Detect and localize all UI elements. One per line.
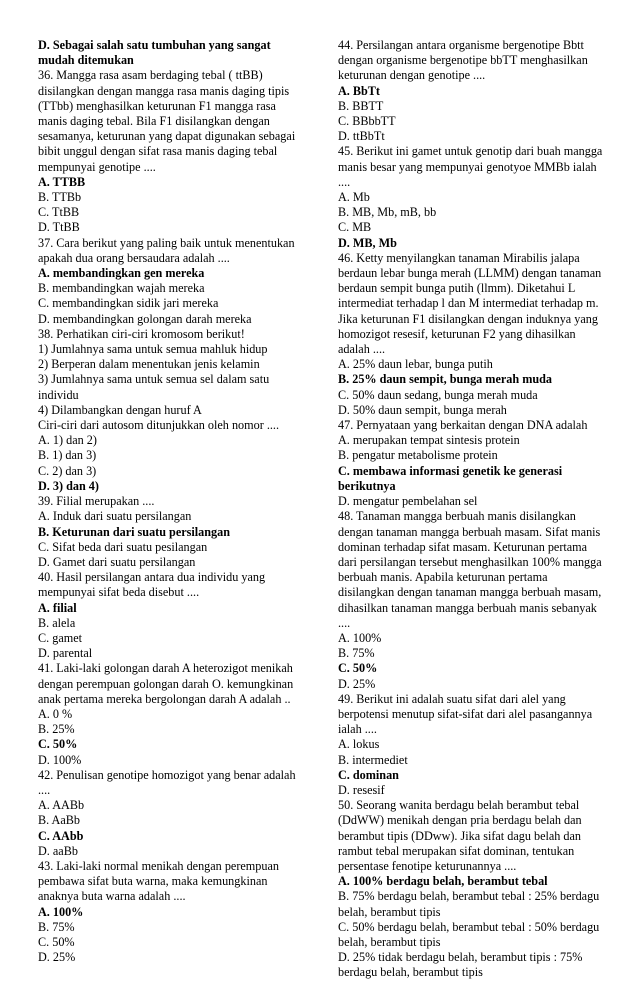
text-line: A. AABb (38, 798, 85, 813)
text-line: B. TTBb (38, 190, 82, 205)
text-line: 50. Seorang wanita berdagu belah berambut tebal (DdWW) menikah dengan pria berdagu belah dan berambut tipis (DDww). Jika sifat dagu belah dan rambut tebal merupakan sifat dominan, tentukan persentase fenotipe keturunannya .... (338, 798, 582, 873)
text-line: D. mengatur pembelahan sel (338, 494, 478, 509)
text-line: 36. Mangga rasa asam berdaging tebal ( ttBB) disilangkan dengan mangga rasa manis daging tipis (TTbb) menghasilkan keturunan F1 mangga rasa manis daging tebal. Bila F1 disilangkan dengan sesamanya, keturunan yang dapat digunakan sebagai bibit unggul dengan sifat rasa manis daging tebal mempunyai genotipe .... (38, 68, 296, 174)
answer-key-line: B. Keturunan dari suatu persilangan (38, 524, 230, 539)
text-line: 41. Laki-laki golongan darah A heterozigot menikah dengan perempuan golongan darah O. kemungkinan anak pertama mereka bergolongan darah A adalah .. (38, 661, 294, 706)
text-line: D. aaBb (38, 843, 78, 858)
answer-key-line: C. 50% (338, 661, 378, 676)
text-line: B. 1) dan 3) (38, 448, 97, 463)
text-line: B. MB, Mb, mB, bb (338, 205, 437, 220)
answer-key-line: B. 25% daun sempit, bunga merah muda (338, 372, 553, 387)
text-line: B. 75% (38, 919, 75, 934)
text-line: A. 25% daun lebar, bunga putih (338, 357, 493, 372)
text-line: A. merupakan tempat sintesis protein (338, 433, 520, 448)
text-line: 44. Persilangan antara organisme bergenotipe Bbtt dengan organisme bergenotipe bbTT menghasilkan keturunan dengan genotipe .... (338, 38, 588, 83)
text-line: 1) Jumlahnya sama untuk semua mahluk hidup (38, 342, 268, 357)
text-line: B. 25% (38, 722, 75, 737)
answer-key-line: A. BbTt (338, 83, 380, 98)
text-line: C. TtBB (38, 205, 80, 220)
text-line: B. alela (38, 615, 76, 630)
text-line: 4) Dilambangkan dengan huruf A (38, 402, 202, 417)
text-line: 2) Berperan dalam menentukan jenis kelamin (38, 357, 260, 372)
text-line: Ciri-ciri dari autosom ditunjukkan oleh nomor .... (38, 418, 280, 433)
text-line: 3) Jumlahnya sama untuk semua sel dalam satu individu (38, 372, 270, 402)
text-line: D. 25% tidak berdagu belah, berambut tipis : 75% berdagu belah, berambut tipis (338, 950, 583, 980)
text-line: D. parental (38, 646, 93, 661)
answer-key-line: C. 50% (38, 737, 78, 752)
text-line: A. 1) dan 2) (38, 433, 97, 448)
text-line: D. TtBB (38, 220, 80, 235)
text-line: D. membandingkan golongan darah mereka (38, 311, 252, 326)
text-line: 49. Berikut ini adalah suatu sifat dari alel yang berpotensi menutup sifat-sifat dari alel pasangannya ialah .... (338, 691, 593, 737)
answer-key-line: A. filial (38, 600, 77, 615)
text-line: 47. Pernyataan yang berkaitan dengan DNA adalah (338, 418, 588, 433)
right-column (338, 38, 604, 981)
text-line: D. resesif (338, 782, 385, 797)
answer-key-line: C. membawa informasi genetik ke generasi berikutnya (338, 463, 563, 493)
text-line: 46. Ketty menyilangkan tanaman Mirabilis jalapa berdaun lebar bunga merah (LLMM) dengan tanaman berdaun sempit bunga putih (llmm). Diketahui L intermediat terhadap l dan M intermediat terhadap m. Jika keturunan F1 disilangkan dengan induknya yang homozigot resesif, keturunan F2 yang dihasilkan adalah .... (338, 250, 602, 357)
text-line: 42. Penulisan genotipe homozigot yang benar adalah .... (38, 767, 296, 797)
text-line: B. membandingkan wajah mereka (38, 281, 205, 296)
text-line: D. Gamet dari suatu persilangan (38, 554, 196, 569)
text-line: B. intermediet (338, 752, 408, 767)
answer-key-line: A. 100% berdagu belah, berambut tebal (338, 874, 548, 889)
text-line: 43. Laki-laki normal menikah dengan perempuan pembawa sifat buta warna, maka kemungkinan anaknya buta warna adalah .... (38, 858, 279, 904)
text-line: A. Mb (338, 190, 370, 205)
answer-key-line: A. TTBB (38, 174, 86, 189)
text-line: D. 50% daun sempit, bunga merah (338, 402, 507, 417)
text-line: C. 50% (38, 934, 75, 949)
answer-key-line: A. membandingkan gen mereka (38, 266, 205, 281)
text-line: A. lokus (338, 737, 380, 752)
answer-key-line: D. MB, Mb (338, 235, 397, 250)
text-line: A. 100% (338, 630, 382, 645)
text-line: C. gamet (38, 630, 83, 645)
text-line: D. 100% (38, 752, 82, 767)
text-line: A. 0 % (38, 706, 73, 721)
text-line: D. ttBbTt (338, 129, 385, 144)
answer-key-line: C. AAbb (38, 828, 84, 843)
text-line: B. AaBb (38, 813, 80, 828)
text-line: 38. Perhatikan ciri-ciri kromosom berikut! (38, 326, 245, 341)
answer-key-line: C. dominan (338, 767, 399, 782)
text-line: 40. Hasil persilangan antara dua individu yang mempunyai sifat beda disebut .... (38, 570, 266, 600)
answer-key-line: D. Sebagai salah satu tumbuhan yang sangat mudah ditemukan (38, 38, 271, 68)
text-line: 37. Cara berikut yang paling baik untuk menentukan apakah dua orang bersaudara adalah .... (38, 235, 295, 265)
text-line: C. Sifat beda dari suatu pesilangan (38, 539, 208, 554)
text-line: C. MB (338, 220, 372, 235)
text-line: C. membandingkan sidik jari mereka (38, 296, 219, 311)
answer-key-line: D. 3) dan 4) (38, 478, 99, 493)
text-line: C. 50% daun sedang, bunga merah muda (338, 387, 538, 402)
text-line: A. Induk dari suatu persilangan (38, 509, 192, 524)
answer-key-line: A. 100% (38, 904, 84, 919)
text-line: 45. Berikut ini gamet untuk genotip dari buah mangga manis besar yang mempunyai genotyoe MMBb ialah .... (338, 144, 603, 189)
left-column (38, 38, 308, 965)
text-line: C. 50% berdagu belah, berambut tebal : 50% berdagu belah, berambut tipis (338, 919, 600, 949)
text-line: 48. Tanaman mangga berbuah manis disilangkan dengan tanaman mangga berbuah masam. Sifat manis dominan terhadap sifat masam. Keturunan pertama dari persilangan tersebut menghasilkan 100% mangga berbuah manis. Apabila keturunan pertama disilangkan dengan tanaman mangga berbuah masam, dihasilkan tanaman mangga berbuah manis sebanyak .... (338, 509, 602, 630)
text-line: B. 75% (338, 646, 375, 661)
text-line: 39. Filial merupakan .... (38, 494, 155, 509)
text-line: D. 25% (38, 950, 76, 965)
text-line: B. 75% berdagu belah, berambut tebal : 25% berdagu belah, berambut tipis (338, 889, 600, 919)
text-line: C. BBbbTT (338, 114, 396, 129)
text-line: B. BBTT (338, 98, 384, 113)
text-line: B. pengatur metabolisme protein (338, 448, 498, 463)
text-line: D. 25% (338, 676, 376, 691)
text-line: C. 2) dan 3) (38, 463, 97, 478)
